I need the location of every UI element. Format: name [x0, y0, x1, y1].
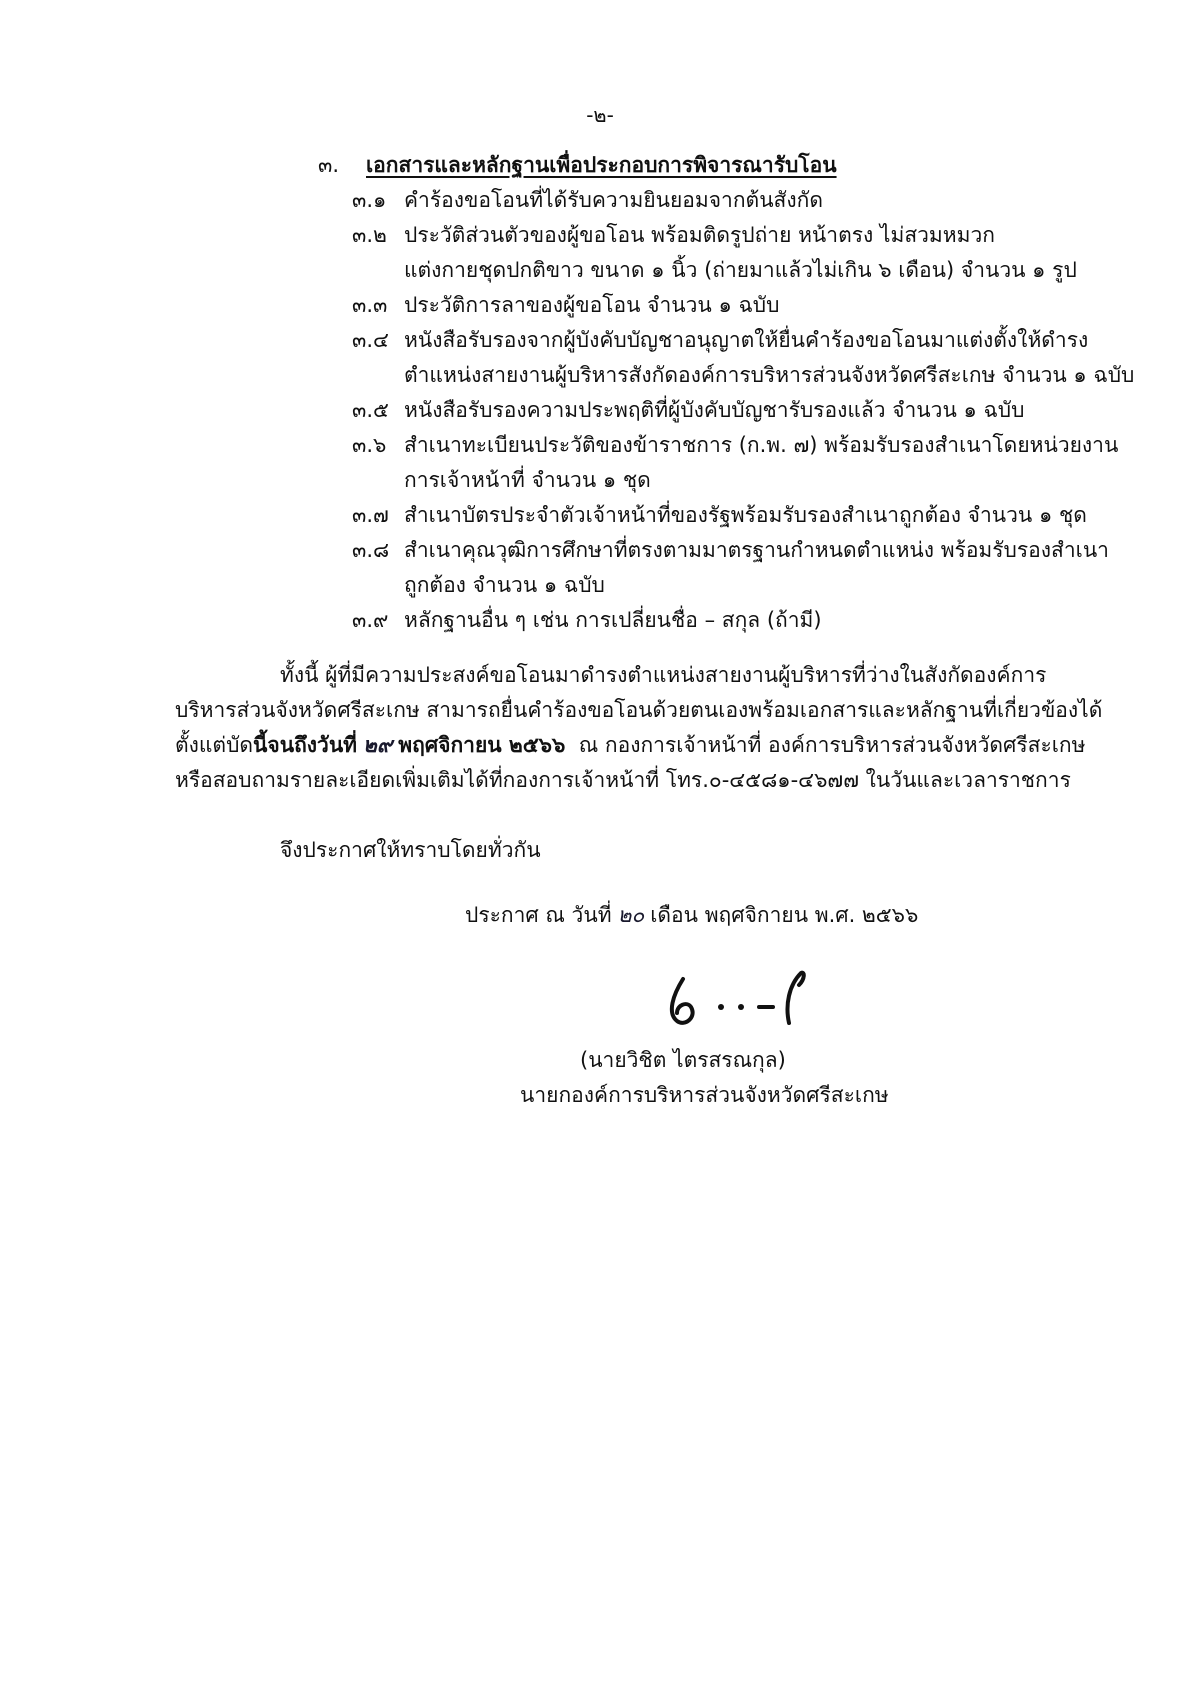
- section-title: เอกสารและหลักฐานเพื่อประกอบการพิจารณารับโอน: [366, 153, 837, 177]
- deadline-label: นี้จนถึงวันที่: [253, 733, 358, 757]
- item-text: หลักฐานอื่น ๆ เช่น การเปลี่ยนชื่อ – สกุล (ถ้ามี): [404, 608, 822, 632]
- section-number: ๓.: [318, 153, 340, 177]
- signer-name: (นายวิชิต ไตรสรณกุล): [580, 1048, 786, 1072]
- list-item: [352, 325, 1088, 355]
- handwritten-deadline-day: ๒๙: [363, 732, 393, 757]
- item-number: ๓.๕: [352, 398, 389, 422]
- item-number: ๓.๗: [352, 503, 389, 527]
- list-item: [352, 605, 822, 635]
- announcement-date: [465, 900, 918, 930]
- list-item: [352, 220, 995, 250]
- item-number: ๓.๑: [352, 188, 387, 212]
- deadline-location: ณ กองการเจ้าหน้าที่ องค์การบริหารส่วนจังหวัดศรีสะเกษ: [578, 733, 1086, 757]
- item-text: สำเนาคุณวุฒิการศึกษาที่ตรงตามมาตรฐานกำหนดตำแหน่ง พร้อมรับรองสำเนา: [404, 538, 1109, 562]
- list-item: [352, 185, 823, 215]
- list-item: [352, 535, 1109, 565]
- page-number: -๒-: [586, 103, 614, 127]
- item-text: สำเนาบัตรประจำตัวเจ้าหน้าที่ของรัฐพร้อมรับรองสำเนาถูกต้อง จำนวน ๑ ชุด: [404, 503, 1087, 527]
- item-number: ๓.๘: [352, 538, 390, 562]
- item-text: ประวัติส่วนตัวของผู้ขอโอน พร้อมติดรูปถ่าย หน้าตรง ไม่สวมหมวก: [404, 223, 995, 247]
- paragraph-line: ทั้งนี้ ผู้ที่มีความประสงค์ขอโอนมาดำรงตำแหน่งสายงานผู้บริหารที่ว่างในสังกัดองค์การ: [280, 663, 1047, 687]
- section-heading: [318, 150, 837, 180]
- paragraph-line: บริหารส่วนจังหวัดศรีสะเกษ สามารถยื่นคำร้องขอโอนด้วยตนเองพร้อมเอกสารและหลักฐานที่เกี่ยวข้องได้: [175, 698, 1103, 722]
- paragraph-line: [175, 730, 1085, 760]
- item-text: ประวัติการลาของผู้ขอโอน จำนวน ๑ ฉบับ: [404, 293, 780, 317]
- item-text: หนังสือรับรองความประพฤติที่ผู้บังคับบัญชารับรองแล้ว จำนวน ๑ ฉบับ: [404, 398, 1025, 422]
- date-suffix: เดือน พฤศจิกายน พ.ศ. ๒๕๖๖: [650, 903, 919, 927]
- date-prefix: ประกาศ ณ วันที่: [465, 903, 612, 927]
- item-text: สำเนาทะเบียนประวัติของข้าราชการ (ก.พ. ๗) พร้อมรับรองสำเนาโดยหน่วยงาน: [404, 433, 1119, 457]
- deadline-month-year: พฤศจิกายน ๒๕๖๖: [398, 733, 566, 757]
- item-number: ๓.๙: [352, 608, 389, 632]
- signature-image: [655, 965, 815, 1035]
- list-item: [352, 290, 779, 320]
- item-number: ๓.๓: [352, 293, 388, 317]
- item-text: หนังสือรับรองจากผู้บังคับบัญชาอนุญาตให้ยื่นคำร้องขอโอนมาแต่งตั้งให้ดำรง: [404, 328, 1089, 352]
- item-number: ๓.๒: [352, 223, 387, 247]
- list-item: [352, 430, 1118, 460]
- item-text-continued: ถูกต้อง จำนวน ๑ ฉบับ: [404, 573, 605, 597]
- deadline-prefix: ตั้งแต่บัด: [175, 733, 254, 757]
- signer-position: นายกองค์การบริหารส่วนจังหวัดศรีสะเกษ: [520, 1083, 889, 1107]
- item-text: คำร้องขอโอนที่ได้รับความยินยอมจากต้นสังกัด: [404, 188, 823, 212]
- list-item: [352, 395, 1024, 425]
- item-text-continued: ตำแหน่งสายงานผู้บริหารสังกัดองค์การบริหารส่วนจังหวัดศรีสะเกษ จำนวน ๑ ฉบับ: [404, 363, 1135, 387]
- paragraph-line: หรือสอบถามรายละเอียดเพิ่มเติมได้ที่กองการเจ้าหน้าที่ โทร.๐-๔๕๘๑-๔๖๗๗ ในวันและเวลาราชการ: [175, 768, 1071, 792]
- announcement: จึงประกาศให้ทราบโดยทั่วกัน: [280, 838, 541, 862]
- item-number: ๓.๔: [352, 328, 389, 352]
- handwritten-date-day: ๒๐: [617, 903, 645, 927]
- item-text-continued: การเจ้าหน้าที่ จำนวน ๑ ชุด: [404, 468, 651, 492]
- item-text-continued: แต่งกายชุดปกติขาว ขนาด ๑ นิ้ว (ถ่ายมาแล้วไม่เกิน ๖ เดือน) จำนวน ๑ รูป: [404, 258, 1077, 282]
- item-number: ๓.๖: [352, 433, 387, 457]
- list-item: [352, 500, 1087, 530]
